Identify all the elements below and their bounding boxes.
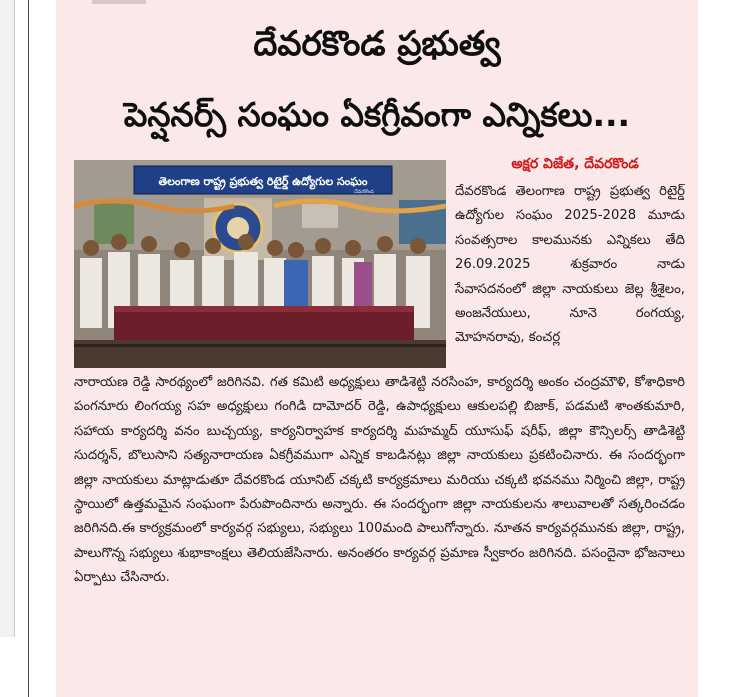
column-divider	[28, 0, 29, 697]
photo-banner-text: తెలంగాణ రాష్ట్ర ప్రభుత్వ రిటైర్డ్ ఉద్యోగుల సంఘం	[158, 175, 368, 188]
article-photo	[74, 160, 446, 368]
photo-banner-subtext: దేవరకొండ	[354, 189, 374, 195]
headline-line-1: దేవరకొండ ప్రభుత్వ	[253, 24, 501, 64]
news-article	[56, 0, 698, 697]
adjacent-page-edge	[0, 0, 15, 637]
article-body-full-width: నారాయణ రెడ్డి సారథ్యంలో జరిగినవి. గత కమిటి అధ్యక్షులు తాడిశెట్టి నరసింహ, కార్యదర్శి అంకం చంద్రమౌళి, కోశాధికారి పంగనూరు లింగయ్య సహ అధ్యక్షులు గంగిడి దామోదర్ రెడ్డి, ఉపాధ్యక్షులు ఆకులపల్లి బిజాక్, పడమటి శాంతకుమారి, సహాయ కార్యదర్శి వనం బుచ్చయ్య, కార్యనిర్వాహక కార్యదర్శి మహమ్మద్ యూసుఫ్ షరీఫ్, జిల్లా కౌన్సిలర్స్ తాడిశెట్టి సుదర్శన్, బొలుసాని సత్యనారాయణ ఏకగ్రీవముగా ఎన్నిక కాబడినట్లు జిల్లా నాయకులు ప్రకటించినారు. ఈ సందర్భంగా జిల్లా నాయకులు మాట్లాడుతూ దేవరకొండ యూనిట్ చక్కటి కార్యక్రమాలు మరియు చక్కటి భవనము నిర్మించి జిల్లా, రాష్ట్ర స్థాయిలో ఉత్తమమైన సంఘంగా పేరుపొందినారు అన్నారు. ఈ సందర్భంగా జిల్లా నాయకులను శాలువాలతో సత్కరించడం జరిగినది.ఈ కార్యక్రమంలో కార్యవర్గ సభ్యులు, సభ్యులు 100మంది పాలుగోన్నారు. నూతన కార్యవర్గమునకు జిల్లా, రాష్ట్ర, పాలుగొన్న సభ్యులు శుభాకాంక్షలు తెలియజేసినారు. అనంతరం కార్యవర్గ ప్రమాణ స్వీకారం జరిగినది. పసందైనా భోజనాలు ఏర్పాటు చేసినారు.	[74, 375, 685, 586]
byline: అక్షర విజేత, దేవరకొండ	[511, 156, 639, 172]
headline-line-2: పెన్షనర్స్ సంఘం ఏకగ్రీవంగా ఎన్నికలు...	[123, 95, 631, 134]
page-tab-mark	[92, 0, 146, 4]
article-body-column: దేవరకొండ తెలంగాణ రాష్ట్ర ప్రభుత్వ రిటైర్డ్ ఉద్యోగుల సంఘం 2025-2028 మూడు సంవత్సరాల కాలమునకు ఎన్నికలు తేది 26.09.2025 శుక్రవారం నాడు సేవాసదనంలో జిల్లా నాయకులు జెల్ల శ్రీశైలం, అంజనేయులు, నూనె రంగయ్య, మోహనరావు, కంచర్ల	[455, 184, 685, 346]
